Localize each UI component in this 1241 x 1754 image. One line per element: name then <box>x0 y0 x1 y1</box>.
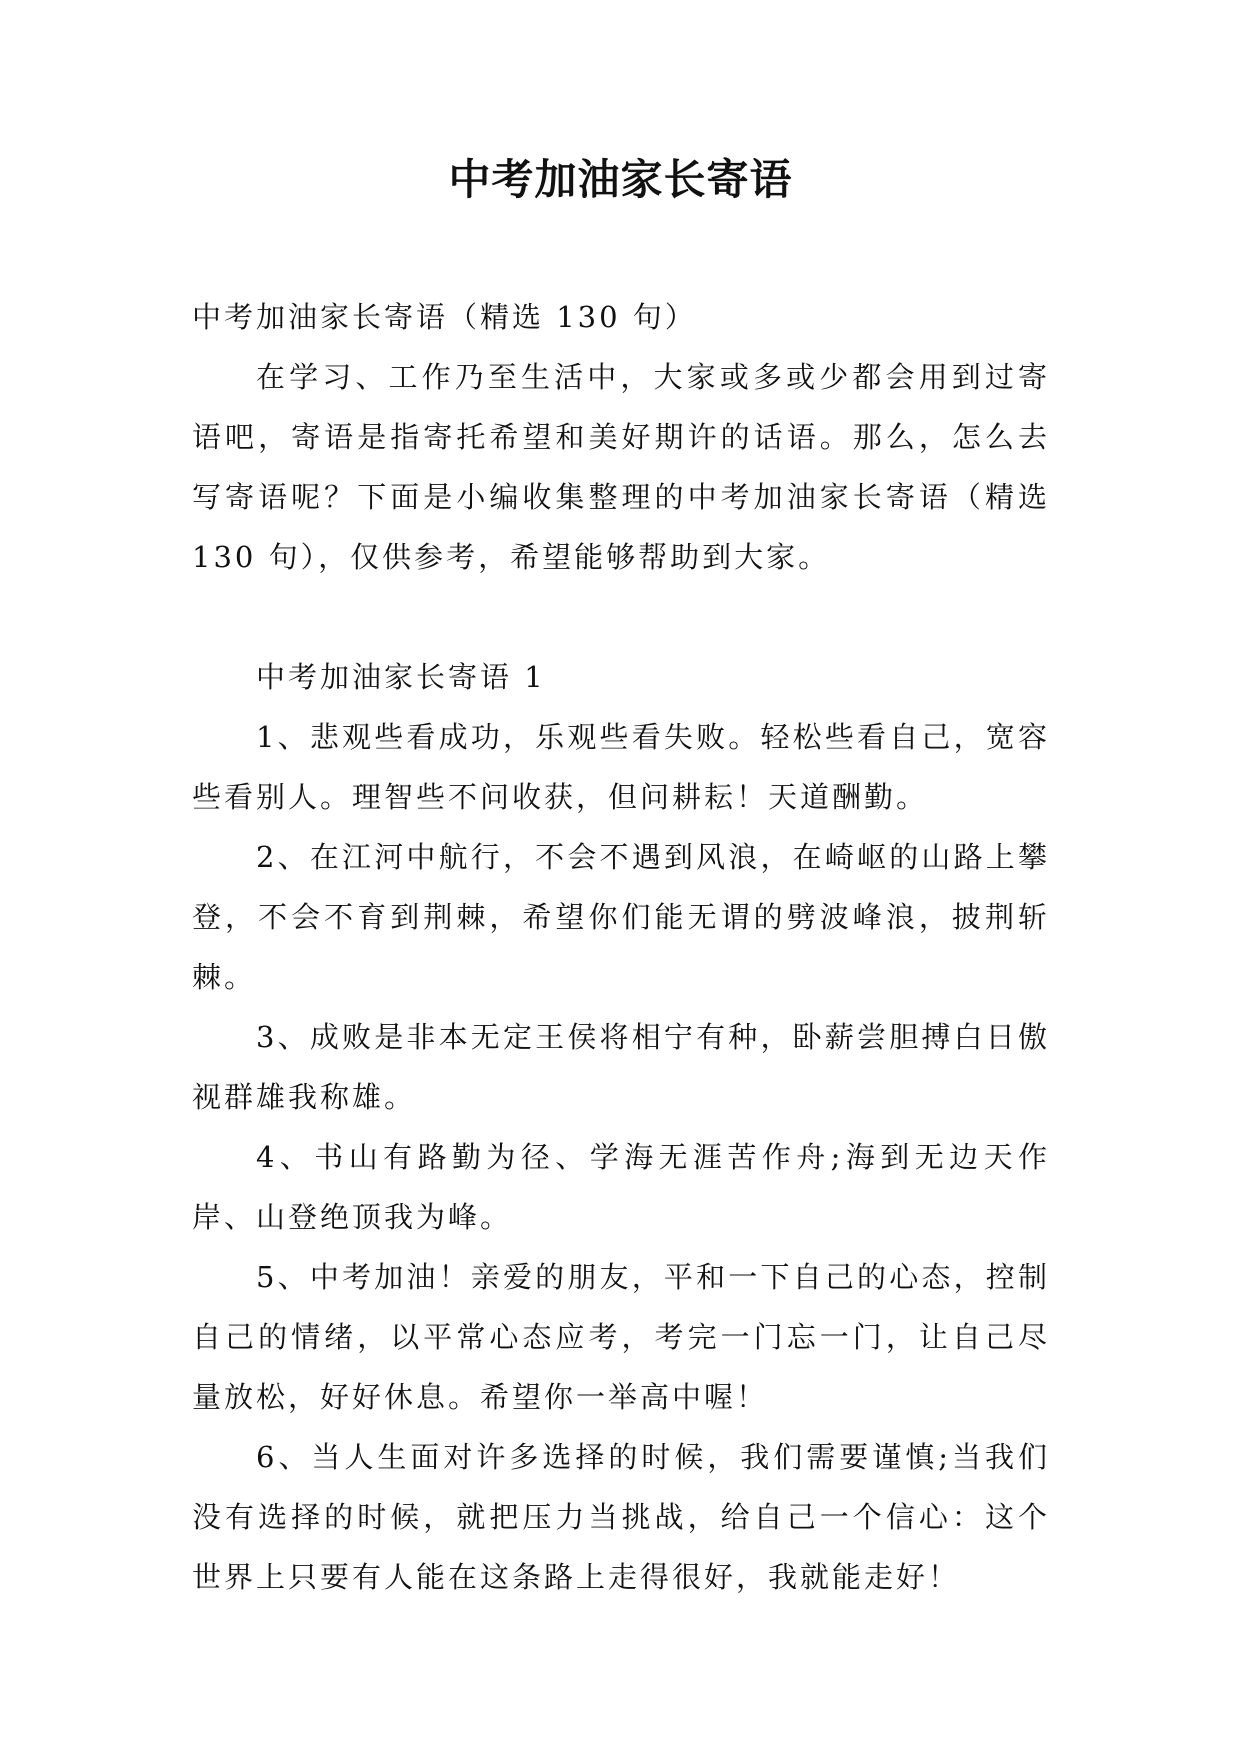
list-item: 1、悲观些看成功，乐观些看失败。轻松些看自己，宽容些看别人。理智些不问收获，但问耕耘！天道酬勤。 <box>192 720 1050 814</box>
list-item: 6、当人生面对许多选择的时候，我们需要谨慎;当我们没有选择的时候，就把压力当挑战，给自己一个信心：这个世界上只要有人能在这条路上走得很好，我就能走好！ <box>192 1440 1050 1594</box>
list-item: 3、成败是非本无定王侯将相宁有种，卧薪尝胆搏白日傲视群雄我称雄。 <box>192 1020 1050 1114</box>
document-body <box>192 287 1050 1607</box>
section-heading: 中考加油家长寄语 1 <box>256 660 546 694</box>
list-item: 5、中考加油！亲爱的朋友，平和一下自己的心态，控制自己的情绪，以平常心态应考，考完一门忘一门，让自己尽量放松，好好休息。希望你一举高中喔！ <box>192 1260 1050 1414</box>
document-title: 中考加油家长寄语 <box>448 155 793 204</box>
intro-paragraph: 在学习、工作乃至生活中，大家或多或少都会用到过寄语吧，寄语是指寄托希望和美好期许的话语。那么，怎么去写寄语呢？下面是小编收集整理的中考加油家长寄语（精选 130 句），仅供参考，希望能够帮助到大家。 <box>192 360 1050 574</box>
list-item: 2、在江河中航行，不会不遇到风浪，在崎岖的山路上攀登，不会不育到荆棘，希望你们能无谓的劈波峰浪，披荆斩棘。 <box>192 840 1050 994</box>
document-subtitle: 中考加油家长寄语（精选 130 句） <box>192 300 697 334</box>
list-item: 4、书山有路勤为径、学海无涯苦作舟;海到无边天作岸、山登绝顶我为峰。 <box>192 1140 1050 1234</box>
paragraph-spacer <box>192 587 1050 647</box>
